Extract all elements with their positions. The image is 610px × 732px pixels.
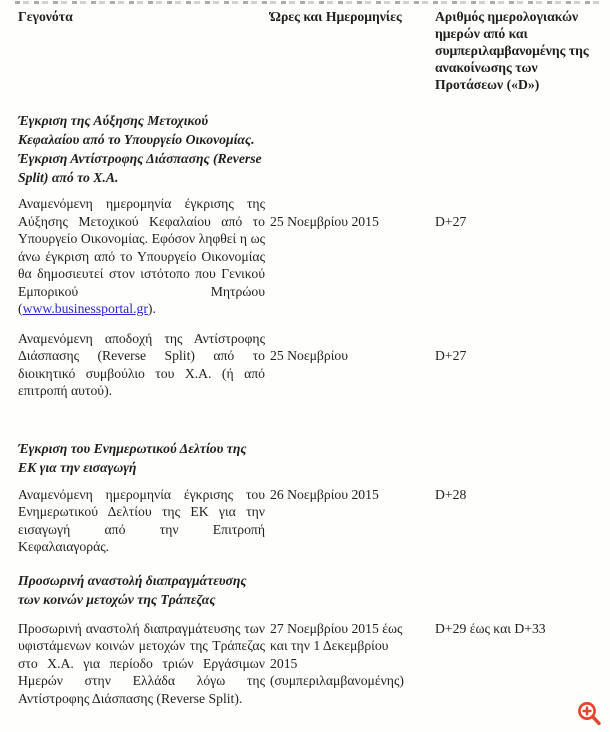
days-cell: D+29 έως και D+33 [435,620,546,636]
businessportal-link[interactable]: www.businessportal.gr [22,301,148,316]
column-header-days: Αριθμός ημερολογιακών ημερών από και συμπεριλαμβανομένης της ανακοίνωσης των Προτάσεων («D») [435,9,589,92]
event-cell: Αναμενόμενη ημερομηνία έγκρισης του Ενημερωτικού Δελτίου της ΕΚ για την εισαγωγή από την Επιτροπή Κεφαλαιαγοράς. [18,486,265,554]
event-row-trading-suspension [18,620,610,708]
cropped-text-strip [15,1,600,4]
magnifier-glyph [576,700,603,727]
event-cell [18,195,270,318]
section-title-prospectus-approval: Έγκριση του Ενημερωτικού Δελτίου της ΕΚ για την εισαγωγή [18,440,247,475]
days-cell: D+27 [435,348,467,363]
column-header-dates: Ώρες και Ημερομηνίες [270,9,402,24]
event-text: Αναμενόμενη ημερομηνία έγκρισης της Αύξησης Μετοχικού Κεφαλαίου από το Υπουργείο Οικονομίας. Εφόσον ληφθεί η ως άνω έγκριση από το Υπουργείο Οικονομίας θα δημοσιευτεί στον ιστότοπο που Γενικού Εμπορικού Μητρώου ( [18,196,265,316]
date-cell: 26 Νοεμβρίου 2015 [270,486,379,502]
date-cell: 27 Νοεμβρίου 2015 έως και την 1 Δεκεμβρίου 2015 (συμπεριλαμβανομένης) [270,620,404,688]
event-text-after: ). [147,301,156,316]
section-title-row [18,111,610,187]
date-cell: 25 Νοεμβρίου 2015 [270,213,379,229]
date-cell: 25 Νοεμβρίου [270,348,349,363]
section-title-capital-increase: Έγκριση της Αύξησης Μετοχικού Κεφαλαίου από το Υπουργείο Οικονομίας. Έγκριση Αντίστροφης Διάσπασης (Reverse Split) από το Χ.Α. [18,113,262,185]
zoom-in-icon[interactable] [576,700,603,727]
event-row-reverse-split-acceptance [18,330,610,400]
days-cell: D+28 [435,486,467,502]
event-row-prospectus-approval [18,486,610,556]
event-cell: Αναμενόμενη αποδοχή της Αντίστροφης Διάσπασης (Reverse Split) από το διοικητικό συμβούλιο του Χ.Α. (ή από επιτροπή αυτού). [18,330,265,398]
event-row-ministry-approval [18,195,610,318]
table-header-row [18,8,610,93]
section-title-row [18,439,610,477]
section-title-trading-suspension: Προσωρινή αναστολή διαπραγμάτευσης των κοινών μετοχών της Τράπεζας [18,572,247,607]
event-cell: Προσωρινή αναστολή διαπραγμάτευσης των υφιστάμενων κοινών μετοχών της Τράπεζας στο Χ.Α. για περίοδο τριών Εργάσιμων Ημερών στην Ελλάδα λόγω της Αντίστροφης Διάσπασης (Reverse Split). [18,620,265,706]
days-cell: D+27 [435,213,467,229]
section-title-row [18,571,610,609]
column-header-events: Γεγονότα [18,9,73,24]
